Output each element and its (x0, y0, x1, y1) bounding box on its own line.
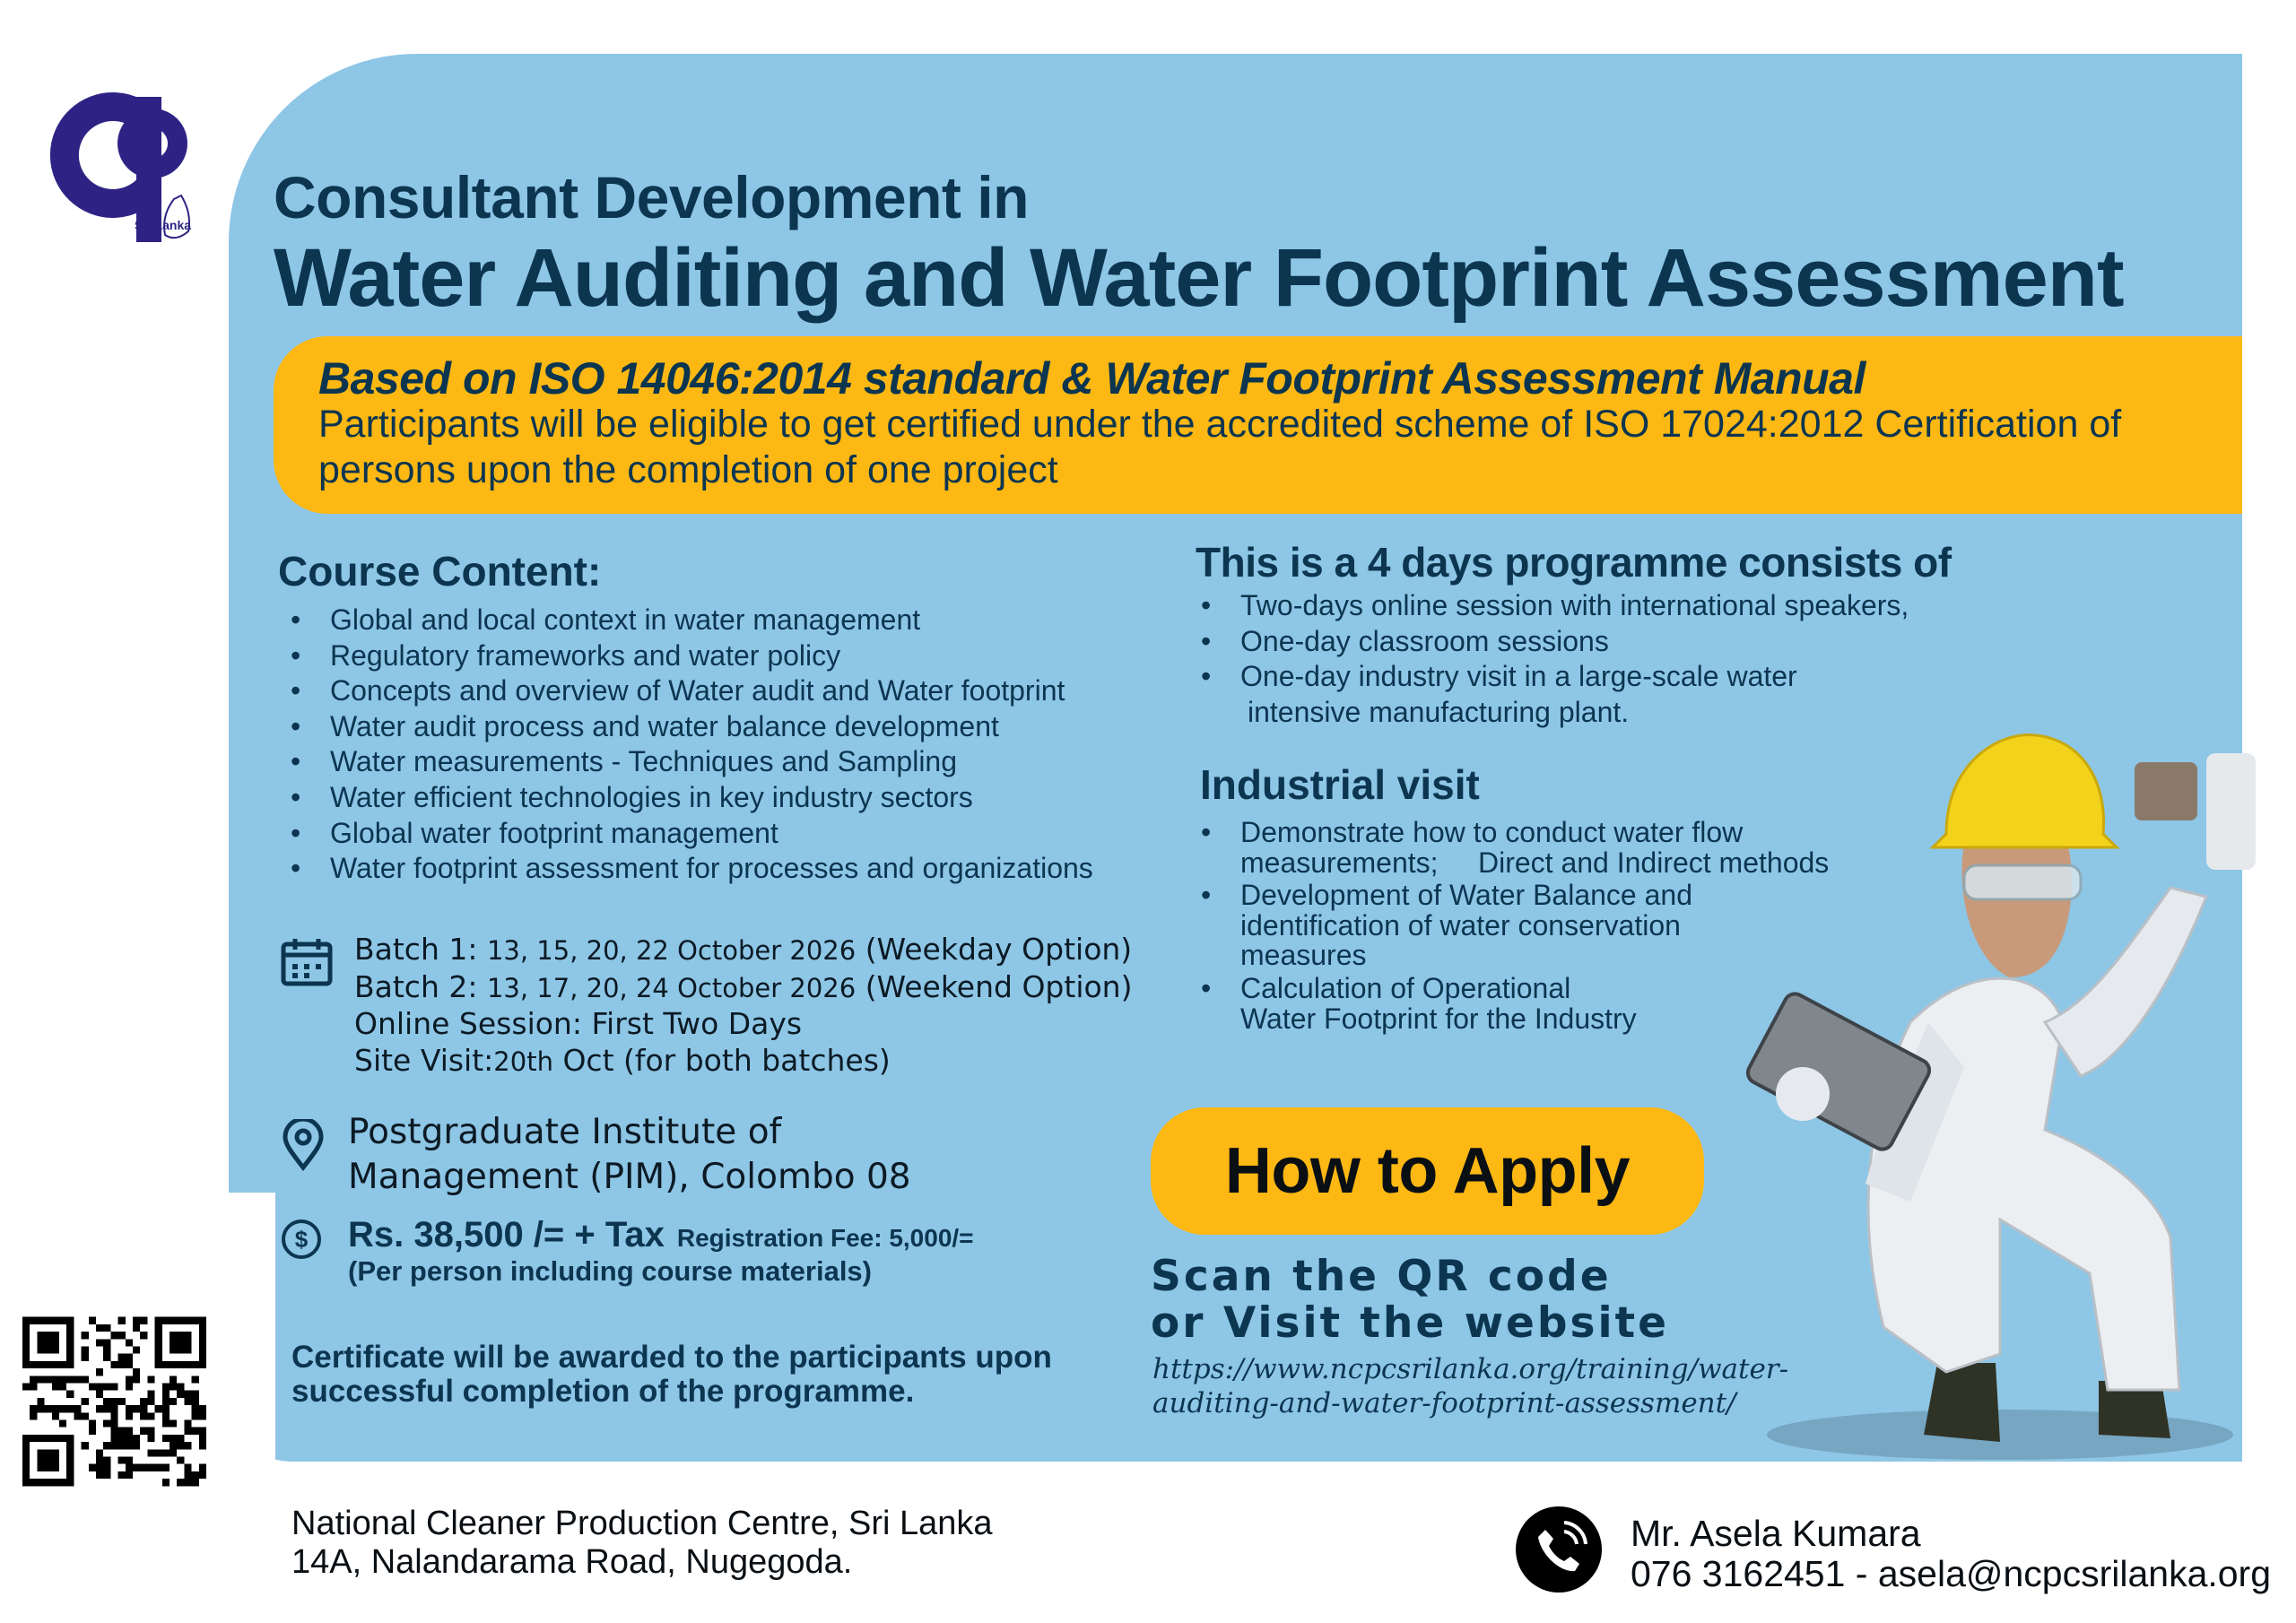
how-to-apply-label: How to Apply (1224, 1135, 1631, 1207)
item-line: • Development of Water Balance and (1240, 879, 1692, 912)
industrial-visit-heading: Industrial visit (1200, 761, 1480, 808)
calendar-icon (280, 937, 334, 992)
phone-icon (1516, 1506, 1602, 1593)
worker-illustration (1704, 646, 2278, 1471)
item-line: identification of water conservation (1240, 908, 1681, 942)
online-session: Online Session: First Two Days (354, 1006, 803, 1041)
ncpc-logo (47, 61, 195, 245)
location-pin-icon (280, 1119, 326, 1176)
list-item: • Regulatory frameworks and water policy (285, 638, 1182, 674)
batch-1 (354, 932, 1132, 969)
batch-2-dates: 13, 17, 20, 24 October 2026 (486, 972, 857, 1003)
item-line: • Calculation of Operational (1240, 971, 1571, 1004)
course-fee (348, 1215, 974, 1255)
list-item: • Water footprint assessment for processes and organizations (285, 851, 1182, 887)
url-line-1: https://www.ncpcsrilanka.org/training/water- (1152, 1353, 1789, 1385)
batch-2 (354, 969, 1132, 1007)
certificate-note: Certificate will be awarded to the participants upon successful completion of the programme. (291, 1340, 1052, 1409)
title-line-2: Water Auditing and Water Footprint Assessment (274, 232, 2124, 324)
programme-heading: This is a 4 days programme consists of (1196, 539, 1952, 586)
schedule-details (354, 932, 1132, 1080)
scan-instructions (1151, 1254, 1669, 1347)
item-line: measurements; Direct and Indirect methods (1240, 846, 1830, 879)
site-visit (354, 1043, 1132, 1081)
panel-notch (229, 1193, 275, 1471)
organisation-address (291, 1505, 993, 1582)
list-item: • Water efficient technologies in key industry sectors (285, 780, 1182, 816)
scan-line-2: or Visit the website (1151, 1298, 1669, 1348)
course-content-list (285, 603, 1182, 887)
batch-1-dates: 13, 15, 20, 22 October 2026 (486, 935, 857, 966)
site-visit-label: Site Visit: (354, 1042, 494, 1078)
banner-heading: Based on ISO 14046:2014 standard & Water Footprint Assessment Manual (318, 353, 1866, 404)
how-to-apply-button[interactable] (1151, 1107, 1704, 1235)
url-line-2: auditing-and-water-footprint-assessment/ (1152, 1387, 1736, 1419)
list-item: • Water audit process and water balance development (285, 709, 1182, 745)
venue-line-1: Postgraduate Institute of (348, 1112, 782, 1152)
scan-line-1: Scan the QR code (1151, 1252, 1612, 1301)
contact-name: Mr. Asela Kumara (1631, 1513, 1921, 1554)
site-visit-rest: Oct (for both batches) (562, 1042, 891, 1078)
batch-1-option: (Weekday Option) (865, 932, 1133, 967)
registration-fee: Registration Fee: 5,000/= (676, 1224, 974, 1252)
list-item: • Global water footprint management (285, 816, 1182, 852)
contact-phone-email: 076 3162451 - asela@ncpcsrilanka.org (1631, 1553, 2272, 1594)
course-content-heading: Course Content: (278, 548, 602, 595)
org-name: National Cleaner Production Centre, Sri Lanka (291, 1505, 993, 1542)
contact-details (1631, 1514, 2271, 1594)
list-item: • Global and local context in water management (285, 603, 1182, 638)
batch-2-option: (Weekend Option) (865, 968, 1133, 1004)
venue (348, 1110, 911, 1200)
item-line: • Demonstrate how to conduct water flow (1240, 816, 1744, 848)
fee-note: (Per person including course materials) (348, 1255, 872, 1287)
list-item: • Two-days online session with international speakers, (1196, 588, 2003, 624)
item-line: measures (1240, 939, 1367, 972)
list-item-continuation: intensive manufacturing plant. (1248, 695, 1630, 728)
list-item: • One-day industry visit in a large-scale water (1196, 659, 2003, 695)
site-visit-date: 20th (493, 1046, 553, 1077)
dollar-circle-icon (280, 1218, 323, 1265)
logo-text: Sri Lanka (135, 218, 192, 232)
qr-code[interactable] (22, 1316, 206, 1487)
list-item: • Water measurements - Techniques and Sampling (285, 744, 1182, 780)
venue-line-2: Management (PIM), Colombo 08 (348, 1157, 911, 1197)
batch-1-label: Batch 1: (354, 932, 478, 967)
svg-text:$: $ (294, 1226, 309, 1253)
price: Rs. 38,500 /= + Tax (348, 1215, 665, 1254)
batch-2-label: Batch 2: (354, 968, 478, 1004)
org-address: 14A, Nalandarama Road, Nugegoda. (291, 1543, 853, 1581)
list-item: • Concepts and overview of Water audit and Water footprint (285, 673, 1182, 709)
list-item: • One-day classroom sessions (1196, 624, 2003, 660)
title-line-1: Consultant Development in (274, 164, 1029, 230)
item-line: Water Footprint for the Industry (1240, 1002, 1637, 1035)
banner-text: Participants will be eligible to get certified under the accredited scheme of ISO 17024:2012 Certification of persons upon the completion of one project (318, 403, 2122, 491)
website-link[interactable] (1152, 1352, 1789, 1420)
